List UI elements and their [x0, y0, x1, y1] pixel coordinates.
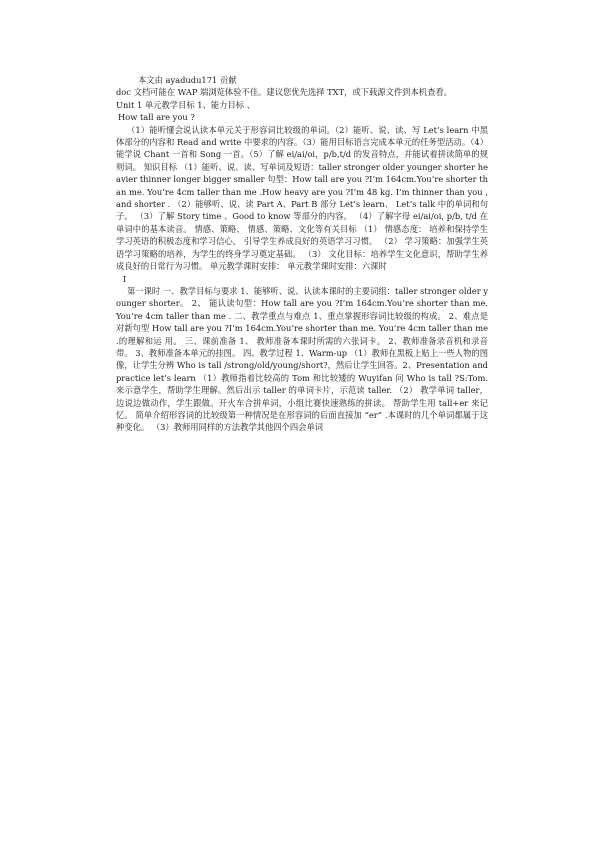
- contributor-line: 本文由 ayadudu171 贡献: [138, 75, 237, 85]
- lesson-paragraph: 第一课时 一、教学目标与要求 1、能够听、说、认读本课时的主要词组：taller stronger older younger shorter。 2、 能认读句型：How tall are you ?I’m 164cm.You’re shorter than me. You’re 4cm taller than me . 二、教学重点与难点 1、重点掌握形容词比较级的构成。 2、难点是对新句型 How tall are you ?I’m 164cm.You’re shorter than me. You’re 4cm taller than me .的理解和运 用。 三、课前准备 1、 教师准备本课时所需的六张词卡。 2、教师准备录音机和录音带。 3、教师准备本单元的挂图。 四、教学过程 1、Warm-up （1）教师在黑板上贴上一些人物的图像，让学生分辨 Who is tall /strong/old/young/short?，然后让学生回答。2、Presentation and practice let’s learn （1）教师指着比较高的 Tom 和比较矮的 Wuyifan 问 Who is tall ?S:Tom. 来示意学生，帮助学生理解。然后出示 taller 的单词卡片，示范读 taller. （2） 教学单词 taller，边说边做动作，学生跟做。开火车合拼单词，小组比赛快速熟练的拼读。 帮助学生用 tall+er 来记忆。 简单介绍形容词的比较级第一种情况是在形容词的后面直接加 “er” .本课时的几个单词都属于这种变化。 （3）教师用同样的方法教学其他四个四会单词: [116, 285, 488, 433]
- section-mark: I: [123, 273, 127, 284]
- unit-heading: Unit 1 单元教学目标 1、能力目标 、: [116, 99, 255, 110]
- format-notice: doc 文档可能在 WAP 端浏览体验不佳。建议您优先选择 TXT，或下载源文件到本机查看。: [116, 87, 452, 98]
- unit-subtitle: How tall are you ?: [118, 112, 195, 123]
- objectives-paragraph: （1）能听懂会说认读本单元关于形容词比较级的单词。（2）能听、说、读、写 Let’s learn 中黑体部分的内容和 Read and write 中要求的内容。（3）能用目标语言完成本单元的任务型活动。（4）能学说 Chant 一首和 Song 一首。（5）了解 ei/ai/oi，p/b,t/d 的发音特点，并能试着拼读简单的规则词。 知识目标 （1）能听、说、读、写单词及短语：taller stronger older younger shorter heavier thinner longer bigger smaller 句型：How tall are you ?I’m 164cm.You’re shorter than me. You’re 4cm taller than me .How heavy are you ?I’m 48 kg. I’m thinner than you , and shorter . （2）能够听、说、读 Part A、Part B 部分 Let’s learn、 Let’s talk 中的单词和句子。 （3）了解 Story time 、Good to know 等部分的内容。 （4）了解字母 ei/ai/oi, p/b, t/d 在单词中的基本读音。 情感、策略、 情感、策略、文化等有关目标 （1） 情感态度： 培养和保持学生学习英语的积极态度和学习信心， 引导学生养成良好的英语学习习惯。 （2） 学习策略：加强学生英语学习策略的培养，为学生的终身学习奠定基础。 （3） 文化目标：培养学生文化意识，帮助学生养成良好的日常行为习惯。 单元教学课时安排： 单元教学课时安排：六课时: [116, 124, 488, 272]
- document-body: [116, 74, 488, 434]
